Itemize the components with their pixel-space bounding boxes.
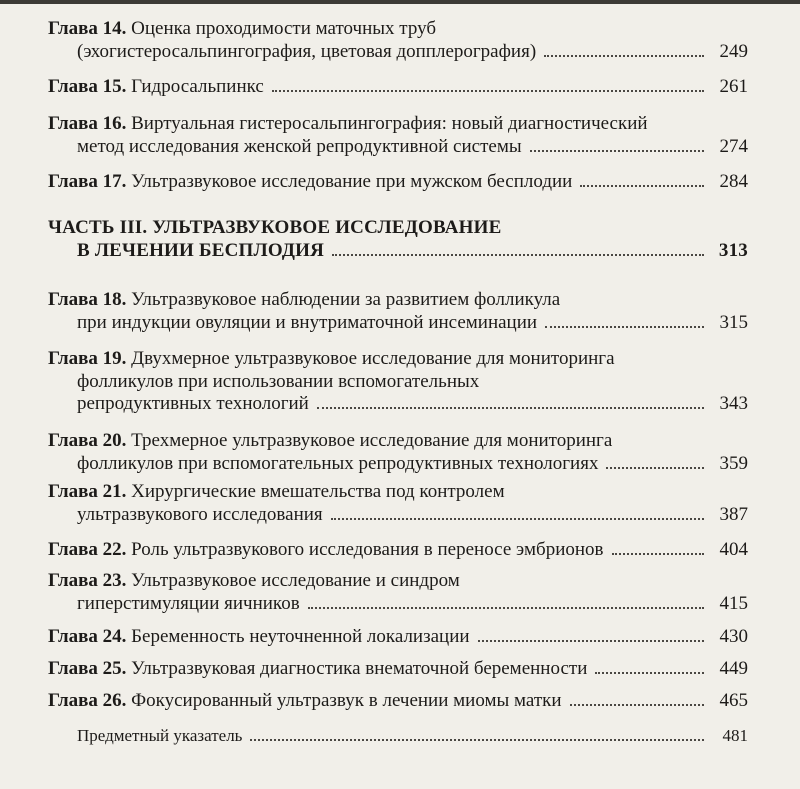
chapter-label: Глава 15. [48,76,127,97]
entry-title-line: ультразвукового исследования [77,503,323,525]
part-title-line: В ЛЕЧЕНИИ БЕСПЛОДИЯ [77,239,325,261]
page-number: 315 [719,311,748,333]
entry-title-line: Роль ультразвукового исследования в переносе эмбрионов [131,539,604,560]
chapter-label: Глава 26. [48,690,127,711]
part-title-line: ЧАСТЬ III. УЛЬТРАЗВУКОВОЕ ИССЛЕДОВАНИЕ [48,217,502,238]
chapter-label: Глава 25. [48,658,127,679]
entry-title-line: Гидросальпинкс [131,76,264,97]
chapter-label: Глава 17. [48,171,127,192]
dot-leader [272,90,704,92]
entry-title-line: Ультразвуковое исследование и синдром [131,570,460,591]
dot-leader [478,640,704,642]
dot-leader [530,150,704,152]
dot-leader [606,467,704,469]
chapter-label: Глава 18. [48,289,127,310]
dot-leader [612,553,705,555]
dot-leader [545,326,704,328]
entry-title-line: Виртуальная гистеросальпингография: новый диагностический [131,113,648,134]
dot-leader [580,185,704,187]
dot-leader [570,704,704,706]
entry-title-line: при индукции овуляции и внутриматочной инсеминации [77,311,538,333]
dot-leader [595,672,704,674]
page-number: 430 [719,626,748,647]
chapter-label: Глава 23. [48,570,127,591]
entry-title-line: Предметный указатель [77,726,243,745]
entry-title-line: Двухмерное ультразвуковое исследование для мониторинга [131,348,615,369]
page-number: 261 [719,76,748,97]
entry-title-line: Ультразвуковая диагностика внематочной беременности [131,658,588,679]
page-number: 359 [719,452,748,474]
chapter-label: Глава 21. [48,481,127,502]
dot-leader [544,55,704,57]
page-number: 274 [719,135,748,157]
chapter-label: Глава 16. [48,113,127,134]
entry-title-line: метод исследования женской репродуктивной системы [77,135,522,157]
page-number: 284 [719,171,748,192]
page-number: 465 [719,690,748,711]
page-number: 313 [718,239,748,261]
dot-leader [332,254,704,256]
entry-title-line: Оценка проходимости маточных труб [131,18,436,39]
chapter-label: Глава 24. [48,626,127,647]
dot-leader [331,518,704,520]
page-number: 343 [719,393,748,414]
page-number: 481 [722,726,748,745]
entry-title-line: Ультразвуковое исследование при мужском бесплодии [131,171,573,192]
entry-title-line: гиперстимуляции яичников [77,592,300,614]
entry-title-line: фолликулов при вспомогательных репродуктивных технологиях [77,452,599,474]
dot-leader [250,739,704,741]
page-number: 387 [719,503,748,525]
chapter-label: Глава 14. [48,18,127,39]
top-rule [0,0,800,4]
chapter-label: Глава 19. [48,348,127,369]
page-number: 415 [719,592,748,614]
chapter-label: Глава 22. [48,539,127,560]
entry-title-line: фолликулов при использовании вспомогательных [77,370,480,392]
entry-title-line: Хирургические вмешательства под контролем [131,481,505,502]
page-number: 404 [719,539,748,560]
entry-title-line: Трехмерное ультразвуковое исследование для мониторинга [131,430,613,451]
entry-title-line: Фокусированный ультразвук в лечении миомы матки [131,690,562,711]
chapter-label: Глава 20. [48,430,127,451]
dot-leader [317,407,704,409]
page-number: 449 [719,658,748,679]
dot-leader [308,607,704,609]
entry-title-line: Ультразвуковое наблюдении за развитием фолликула [131,289,561,310]
page-number: 249 [719,40,748,62]
entry-title-line: (эхогистеросальпингография, цветовая допплерография) [77,40,537,62]
entry-title-line: Беременность неуточненной локализации [131,626,470,647]
entry-title-line: репродуктивных технологий [77,393,309,414]
